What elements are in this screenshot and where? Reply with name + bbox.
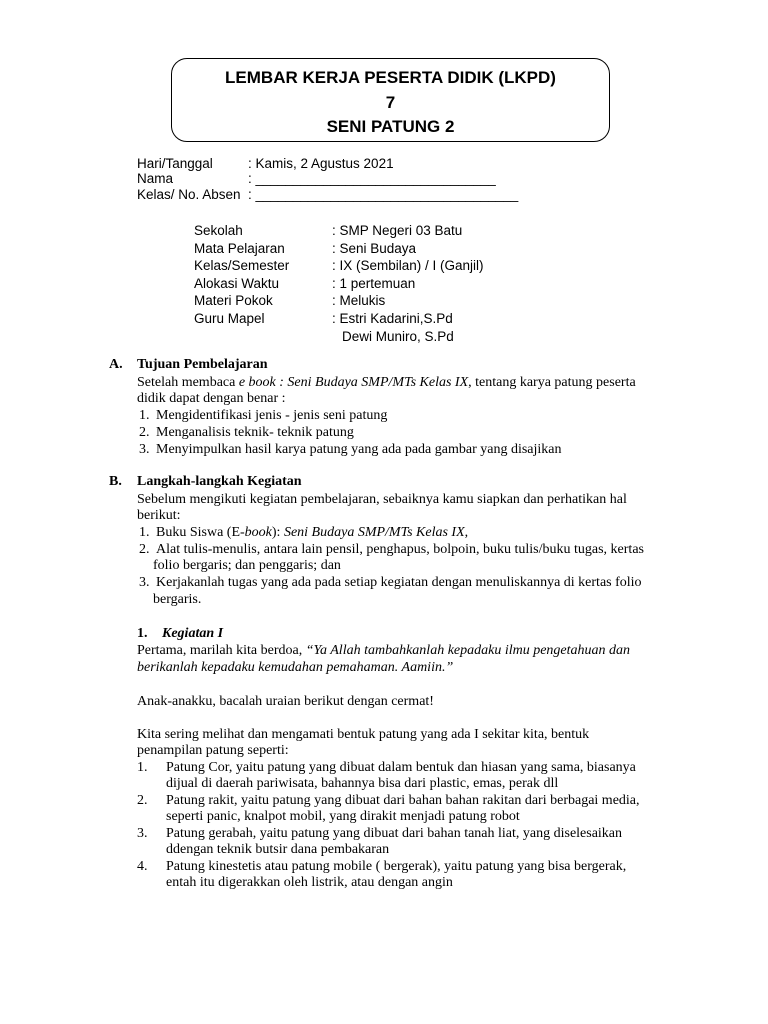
section-b-item-1-pre: Buku Siswa (E- [156,525,245,540]
kegiatan-item-2-line1: Patung rakit, yaitu patung yang dibuat dari bahan bahan rakitan dari berbagai media, [166,793,640,808]
section-b-item-num-3: 3. [139,575,150,590]
kegiatan-read: Anak-anakku, bacalah uraian berikut dengan cermat! [137,694,434,709]
kegiatan-item-1-line2: dijual di daerah pariwisata, bahannya bisa dari plastic, emas, perak dll [166,776,559,791]
info-label-kelas: Kelas/Semester [194,258,290,273]
kegiatan-prayer-pre: Pertama, marilah kita berdoa, [137,643,306,658]
info-value-mapel: : Seni Budaya [332,241,417,256]
info-label-guru: Guru Mapel [194,311,265,326]
section-a-letter: A. [109,357,123,372]
section-b-item-3-line1: Kerjakanlah tugas yang ada pada setiap kegiatan dengan menuliskannya di kertas folio [156,575,642,590]
identity-label-date: Hari/Tanggal [137,156,213,171]
section-a-heading: Tujuan Pembelajaran [137,357,268,372]
kegiatan-item-1-line1: Patung Cor, yaitu patung yang dibuat dalam bentuk dan hiasan yang sama, biasanya [166,760,636,775]
section-b-item-1-book: book [244,525,272,540]
section-a-item-num-3: 3. [139,442,150,457]
info-value-sekolah: : SMP Negeri 03 Batu [332,223,463,238]
section-b-letter: B. [109,474,122,489]
section-b-item-3-line2: bergaris. [153,592,202,607]
info-label-sekolah: Sekolah [194,223,243,238]
section-a-item-3: Menyimpulkan hasil karya patung yang ada pada gambar yang disajikan [156,442,562,457]
section-a-item-num-2: 2. [139,425,150,440]
section-a-intro-line2: didik dapat dengan benar : [137,391,286,406]
kegiatan-item-4-line1: Patung kinestetis atau patung mobile ( bergerak), yaitu patung yang bisa bergerak, [166,859,627,874]
section-b-intro-line2: berikut: [137,508,181,523]
identity-value-date: : Kamis, 2 Agustus 2021 [248,156,394,171]
info-value-guru-2: Dewi Muniro, S.Pd [342,329,454,344]
info-label-mapel: Mata Pelajaran [194,241,285,256]
section-a-intro-book: e book : Seni Budaya SMP/MTs Kelas IX [238,375,469,390]
identity-label-class: Kelas/ No. Absen [137,187,241,202]
identity-value-class: : ___________________________________ [248,187,519,202]
kegiatan-item-2-line2: seperti panic, knalpot mobil, yang dirakit menjadi patung robot [166,809,520,824]
kegiatan-item-4-line2: entah itu digerakkan oleh listrik, atau dengan angin [166,875,453,890]
kegiatan-item-num-1: 1. [137,760,148,775]
kegiatan-prayer-quote: “Ya Allah tambahkanlah kepadaku ilmu pengetahuan dan [305,643,631,658]
section-a-intro-post: , tentang karya patung peserta [468,375,636,390]
kegiatan-intro-line2: penampilan patung seperti: [137,743,289,758]
info-label-alokasi: Alokasi Waktu [194,276,280,291]
section-a-intro [137,375,636,392]
kegiatan-prayer-line1 [137,643,630,660]
kegiatan-item-3-line2: ddengan teknik butsir dana pembakaran [166,842,390,857]
info-value-materi: : Melukis [332,293,386,308]
section-a-item-2: Menganalisis teknik- teknik patung [156,425,354,440]
identity-value-name: : ________________________________ [248,171,496,186]
info-label-materi: Materi Pokok [194,293,273,308]
kegiatan-item-num-4: 4. [137,859,148,874]
info-value-alokasi: : 1 pertemuan [332,276,416,291]
section-b-item-num-2: 2. [139,542,150,557]
section-a-item-num-1: 1. [139,408,150,423]
kegiatan-item-num-3: 3. [137,826,148,841]
section-a-item-1: Mengidentifikasi jenis - jenis seni patung [156,408,388,423]
kegiatan-heading: Kegiatan I [162,626,224,641]
kegiatan-num: 1. [137,626,148,641]
title-line-1: LEMBAR KERJA PESERTA DIDIK (LKPD) [225,68,556,87]
identity-label-name: Nama [137,171,174,186]
title-line-2: 7 [385,93,396,112]
section-a-intro-pre: Setelah membaca [137,375,239,390]
section-b-item-num-1: 1. [139,525,150,540]
title-line-3: SENI PATUNG 2 [326,117,455,136]
section-b-item-1-post: , [464,525,469,540]
section-b-item-1-title: Seni Budaya SMP/MTs Kelas IX [283,525,465,540]
info-value-kelas: : IX (Sembilan) / I (Ganjil) [332,258,484,273]
section-b-item-1 [156,525,468,542]
kegiatan-item-3-line1: Patung gerabah, yaitu patung yang dibuat dari bahan tanah liat, yang diselesaikan [166,826,623,841]
section-b-intro-line1: Sebelum mengikuti kegiatan pembelajaran, sebaiknya kamu siapkan dan perhatikan hal [137,492,627,507]
section-b-item-2-line1: Alat tulis-menulis, antara lain pensil, penghapus, bolpoin, buku tulis/buku tugas, kertas [156,542,644,557]
kegiatan-intro-line1: Kita sering melihat dan mengamati bentuk patung yang ada I sekitar kita, bentuk [137,727,590,742]
kegiatan-prayer-line2: berikanlah kepadaku kemudahan pemahaman. Aamiin.” [137,660,454,675]
section-b-heading: Langkah-langkah Kegiatan [137,474,302,489]
info-value-guru: : Estri Kadarini,S.Pd [332,311,453,326]
section-b-item-2-line2: folio bergaris; dan penggaris; dan [153,558,341,573]
kegiatan-item-num-2: 2. [137,793,148,808]
section-b-item-1-mid: ): [271,525,284,540]
